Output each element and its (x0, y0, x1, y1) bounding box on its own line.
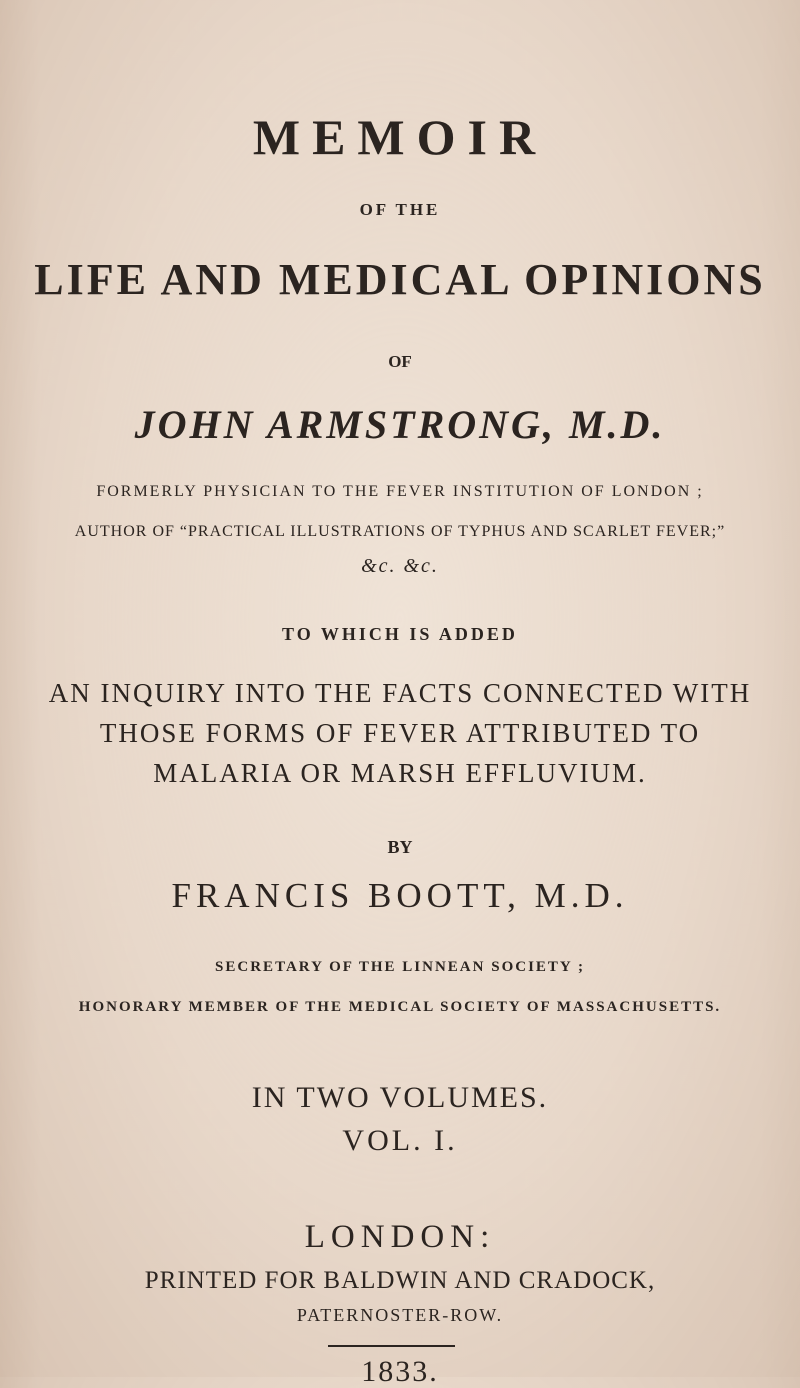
to-which-is-added: TO WHICH IS ADDED (282, 624, 518, 644)
imprint-place: LONDON: (304, 1219, 496, 1255)
title-life-and-opinions: LIFE AND MEDICAL OPINIONS (34, 255, 766, 304)
inquiry-line-1: AN INQUIRY INTO THE FACTS CONNECTED WITH (48, 678, 752, 708)
author-position-1: SECRETARY OF THE LINNEAN SOCIETY ; (215, 959, 585, 975)
imprint-address: PATERNOSTER-ROW. (296, 1305, 504, 1325)
by-label: BY (387, 837, 413, 857)
author-name: FRANCIS BOOTT, M.D. (171, 876, 629, 915)
author-position-2: HONORARY MEMBER OF THE MEDICAL SOCIETY OF MASSACHUSETTS. (78, 999, 722, 1015)
imprint-printer: PRINTED FOR BALDWIN AND CRADOCK, (144, 1267, 656, 1294)
subject-work: AUTHOR OF “PRACTICAL ILLUSTRATIONS OF TYPHUS AND SCARLET FEVER;” (74, 523, 726, 540)
title-memoir: MEMOIR (252, 109, 548, 165)
title-of-the: OF THE (359, 200, 441, 219)
imprint-year: 1833. (361, 1355, 439, 1388)
subject-name: JOHN ARMSTRONG, M.D. (134, 402, 666, 447)
inquiry-line-3: MALARIA OR MARSH EFFLUVIUM. (153, 758, 647, 788)
subject-position: FORMERLY PHYSICIAN TO THE FEVER INSTITUTION OF LONDON ; (96, 483, 704, 500)
title-of: OF (388, 352, 412, 371)
volume-number: VOL. I. (342, 1124, 458, 1157)
imprint-rule (328, 1345, 455, 1347)
volumes-note: IN TWO VOLUMES. (251, 1081, 549, 1114)
inquiry-line-2: THOSE FORMS OF FEVER ATTRIBUTED TO (99, 718, 701, 748)
et-cetera: &c. &c. (361, 555, 439, 577)
